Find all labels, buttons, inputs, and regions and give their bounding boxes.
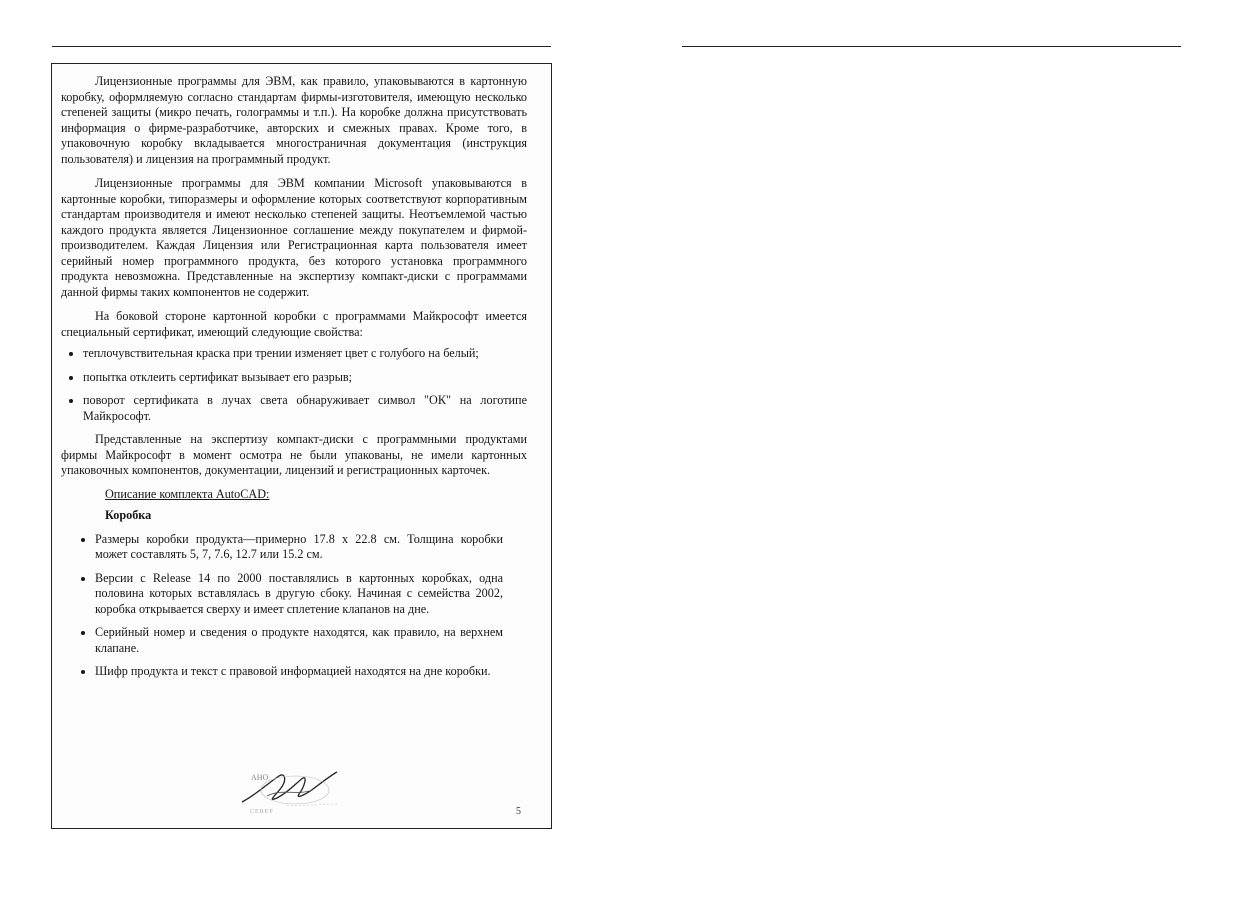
list-item: • Размеры коробки продукта—примерно 17.8 x 22.8 см. Толщина коробки может составлять 5, 7, 7.6, 12.7 или 15.2 см. — [95, 532, 503, 563]
upper-section — [61, 74, 527, 479]
stamp-bottom-text: СЕВЕР — [250, 809, 274, 815]
header-rule-right — [682, 46, 1181, 47]
page-number: 5 — [516, 806, 521, 817]
list-item: • поворот сертификата в лучах света обнаруживает символ "ОК" на логотипе Майкрософт. — [83, 393, 527, 424]
scanned-page — [51, 63, 552, 829]
paragraph-certificate-intro: На боковой стороне картонной коробки с программами Майкрософт имеется специальный сертификат, имеющий следующие свойства: — [61, 309, 527, 339]
list-item: • попытка отклеить сертификат вызывает его разрыв; — [83, 370, 527, 386]
list-item: • Версии с Release 14 по 2000 поставлялись в картонных коробках, одна половина которых вставлялась в другую сбоку. Начиная с семейства 2002, коробка открывается сверху и имеет сплетение клапанов на дне. — [95, 571, 503, 618]
header-rule-left — [52, 46, 551, 47]
paragraph-microsoft-packaging: Лицензионные программы для ЭВМ компании Microsoft упаковываются в картонные коробки, типоразмеры и оформление которых соответствуют корпоративным стандартам производителя и имеют несколько степеней защиты. Неотъемлемой частью каждого продукта является Лицензионное соглашение между покупателем и фирмой-производителем. Каждая Лицензия или Регистрационная карта пользователя имеет серийный номер программного продукта, без которого установка программного продукта невозможна. Представленные на экспертизу компакт-диски с программами данной фирмы таких компонентов не содержит. — [61, 176, 527, 299]
autocad-box-list — [73, 532, 503, 680]
paragraph-expertise-conclusion: Представленные на экспертизу компакт-диски с программными продуктами фирмы Майкрософт в момент осмотра не были упакованы, не имели картонных упаковочных компонентов, документации, лицензий и регистрационных карточек. — [61, 432, 527, 477]
page-content — [61, 74, 531, 688]
certificate-properties-list — [61, 346, 527, 424]
autocad-section — [73, 487, 503, 680]
paragraph-licensed-software: Лицензионные программы для ЭВМ, как правило, упаковываются в картонную коробку, оформляемую согласно стандартам фирмы-изготовителя, имеющую несколько степеней защиты (микро печать, голограммы и т.п.). На коробке должна присутствовать информация о фирме-разработчике, авторских и смежных правах. Кроме того, в упаковочную коробку вкладывается многостраничная документация (инструкция пользователя) и лицензия на программный продукт. — [61, 74, 527, 166]
list-item: • теплочувствительная краска при трении изменяет цвет с голубого на белый; — [83, 346, 527, 362]
list-item: • Серийный номер и сведения о продукте находятся, как правило, на верхнем клапане. — [95, 625, 503, 656]
autocad-heading: Описание комплекта AutoCAD: — [105, 486, 270, 501]
stamp-label: АНО — [251, 773, 269, 782]
list-item: • Шифр продукта и текст с правовой информацией находятся на дне коробки. — [95, 664, 503, 680]
autocad-subheading: Коробка — [105, 508, 152, 522]
